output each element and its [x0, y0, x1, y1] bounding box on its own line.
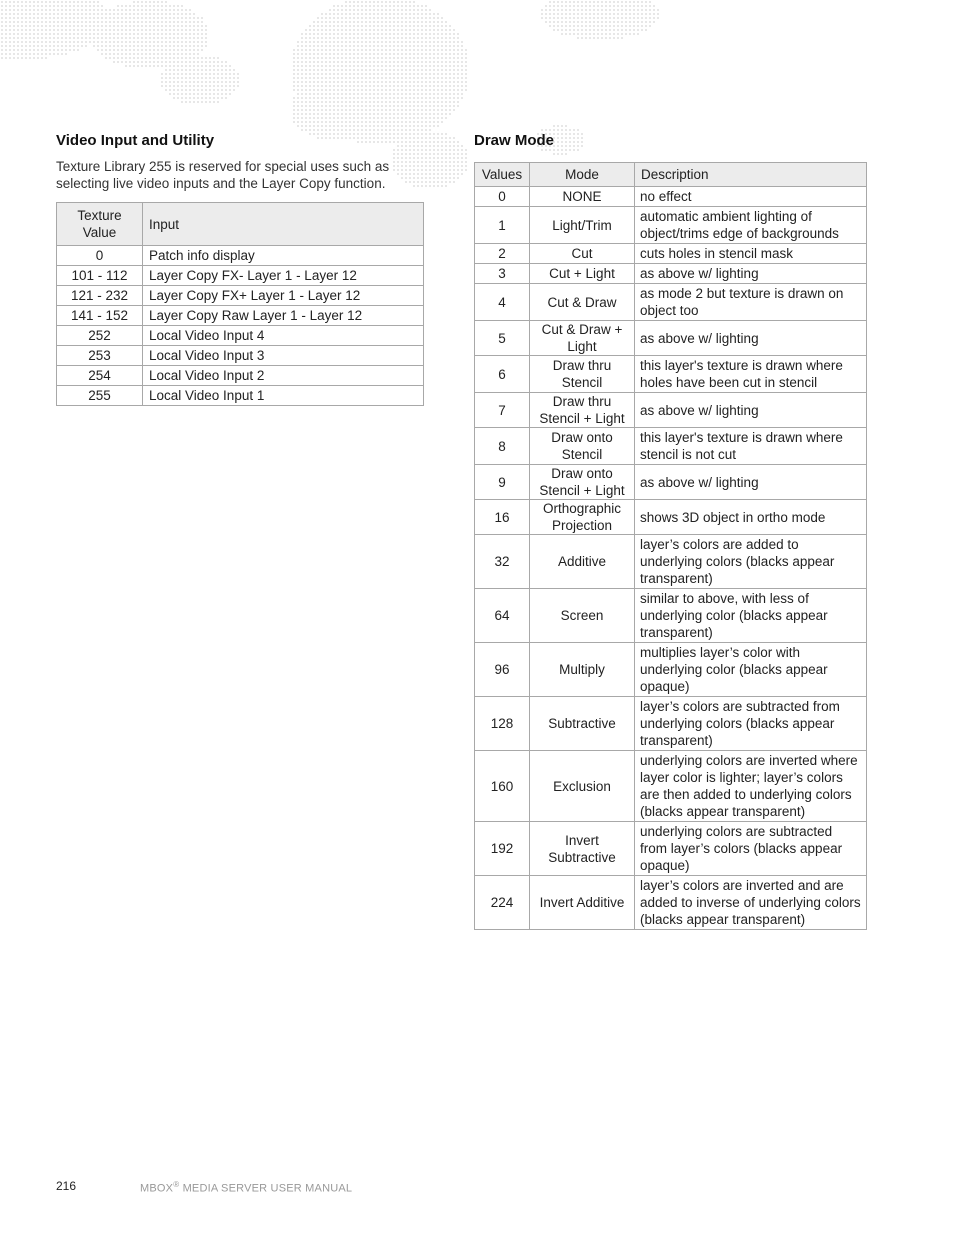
input-cell: Local Video Input 3: [143, 346, 424, 366]
description-cell: as above w/ lighting: [635, 321, 867, 356]
table-row: [475, 876, 867, 930]
mode-cell: Subtractive: [530, 697, 635, 751]
value-cell: 160: [475, 751, 530, 822]
table-row: [475, 393, 867, 428]
table-header-row: [57, 203, 424, 246]
value-cell: 9: [475, 465, 530, 500]
description-cell: cuts holes in stencil mask: [635, 244, 867, 264]
table-row: [475, 428, 867, 465]
table-row: [57, 306, 424, 326]
description-cell: shows 3D object in ortho mode: [635, 500, 867, 535]
header-values: Values: [475, 163, 530, 187]
input-cell: Local Video Input 4: [143, 326, 424, 346]
table-row: [475, 751, 867, 822]
description-cell: underlying colors are inverted where layer color is lighter; layer’s colors are then added to underlying colors (blacks appear transparent): [635, 751, 867, 822]
table-row: [475, 187, 867, 207]
description-cell: as above w/ lighting: [635, 393, 867, 428]
draw-mode-table: [474, 162, 867, 930]
mode-cell: Cut & Draw + Light: [530, 321, 635, 356]
description-cell: layer’s colors are added to underlying colors (blacks appear transparent): [635, 535, 867, 589]
value-cell: 96: [475, 643, 530, 697]
table-row: [475, 321, 867, 356]
input-cell: Local Video Input 1: [143, 386, 424, 406]
table-header-row: [475, 163, 867, 187]
manual-brand: MBOX: [140, 1182, 174, 1195]
mode-cell: Multiply: [530, 643, 635, 697]
table-row: [57, 246, 424, 266]
texture-value-cell: 255: [57, 386, 143, 406]
table-row: [475, 535, 867, 589]
value-cell: 3: [475, 264, 530, 284]
table-row: [475, 589, 867, 643]
value-cell: 192: [475, 822, 530, 876]
mode-cell: Cut: [530, 244, 635, 264]
table-row: [475, 822, 867, 876]
table-row: [57, 326, 424, 346]
input-cell: Layer Copy FX- Layer 1 - Layer 12: [143, 266, 424, 286]
table-row: [57, 266, 424, 286]
description-cell: similar to above, with less of underlying color (blacks appear transparent): [635, 589, 867, 643]
table-row: [57, 346, 424, 366]
input-cell: Layer Copy Raw Layer 1 - Layer 12: [143, 306, 424, 326]
mode-cell: Screen: [530, 589, 635, 643]
table-row: [475, 643, 867, 697]
value-cell: 32: [475, 535, 530, 589]
value-cell: 5: [475, 321, 530, 356]
value-cell: 1: [475, 207, 530, 244]
texture-value-cell: 254: [57, 366, 143, 386]
header-mode: Mode: [530, 163, 635, 187]
table-row: [57, 386, 424, 406]
draw-mode-title: Draw Mode: [474, 132, 555, 149]
texture-value-cell: 141 - 152: [57, 306, 143, 326]
input-cell: Patch info display: [143, 246, 424, 266]
mode-cell: Draw thru Stencil + Light: [530, 393, 635, 428]
mode-cell: Invert Additive: [530, 876, 635, 930]
description-cell: this layer's texture is drawn where stencil is not cut: [635, 428, 867, 465]
mode-cell: Cut & Draw: [530, 284, 635, 321]
value-cell: 4: [475, 284, 530, 321]
table-row: [475, 465, 867, 500]
description-cell: this layer's texture is drawn where holes have been cut in stencil: [635, 356, 867, 393]
manual-subtitle: MEDIA SERVER USER MANUAL: [179, 1182, 353, 1195]
value-cell: 0: [475, 187, 530, 207]
texture-value-cell: 0: [57, 246, 143, 266]
value-cell: 6: [475, 356, 530, 393]
table-row: [475, 284, 867, 321]
registered-mark: ®: [173, 1180, 180, 1189]
mode-cell: Orthographic Projection: [530, 500, 635, 535]
table-row: [475, 264, 867, 284]
texture-value-cell: 121 - 232: [57, 286, 143, 306]
input-cell: Local Video Input 2: [143, 366, 424, 386]
mode-cell: Exclusion: [530, 751, 635, 822]
texture-value-cell: 101 - 112: [57, 266, 143, 286]
texture-value-cell: 253: [57, 346, 143, 366]
value-cell: 2: [475, 244, 530, 264]
video-input-table: [56, 202, 424, 406]
table-row: [475, 500, 867, 535]
mode-cell: Light/Trim: [530, 207, 635, 244]
mode-cell: Draw thru Stencil: [530, 356, 635, 393]
header-description: Description: [635, 163, 867, 187]
description-cell: as above w/ lighting: [635, 264, 867, 284]
value-cell: 224: [475, 876, 530, 930]
description-cell: layer’s colors are subtracted from underlying colors (blacks appear transparent): [635, 697, 867, 751]
value-cell: 7: [475, 393, 530, 428]
description-cell: multiplies layer’s color with underlying color (blacks appear opaque): [635, 643, 867, 697]
description-cell: underlying colors are subtracted from layer’s colors (blacks appear opaque): [635, 822, 867, 876]
value-cell: 8: [475, 428, 530, 465]
description-cell: layer’s colors are inverted and are added to inverse of underlying colors (blacks appear transparent): [635, 876, 867, 930]
header-texture-value: Texture Value: [57, 203, 143, 246]
video-input-title: Video Input and Utility: [56, 132, 215, 149]
mode-cell: Draw onto Stencil: [530, 428, 635, 465]
table-row: [475, 207, 867, 244]
mode-cell: NONE: [530, 187, 635, 207]
description-cell: as mode 2 but texture is drawn on object too: [635, 284, 867, 321]
description-cell: automatic ambient lighting of object/trims edge of backgrounds: [635, 207, 867, 244]
mode-cell: Draw onto Stencil + Light: [530, 465, 635, 500]
description-cell: as above w/ lighting: [635, 465, 867, 500]
table-row: [475, 244, 867, 264]
table-row: [57, 366, 424, 386]
value-cell: 64: [475, 589, 530, 643]
manual-title: [140, 1180, 352, 1195]
mode-cell: Invert Subtractive: [530, 822, 635, 876]
input-cell: Layer Copy FX+ Layer 1 - Layer 12: [143, 286, 424, 306]
header-input: Input: [143, 203, 424, 246]
description-cell: no effect: [635, 187, 867, 207]
value-cell: 128: [475, 697, 530, 751]
mode-cell: Cut + Light: [530, 264, 635, 284]
video-input-intro: Texture Library 255 is reserved for special uses such as selecting live video inputs and the Layer Copy function.: [56, 159, 390, 191]
texture-value-cell: 252: [57, 326, 143, 346]
table-row: [475, 697, 867, 751]
page-number: 216: [56, 1179, 77, 1193]
mode-cell: Additive: [530, 535, 635, 589]
table-row: [475, 356, 867, 393]
table-row: [57, 286, 424, 306]
value-cell: 16: [475, 500, 530, 535]
